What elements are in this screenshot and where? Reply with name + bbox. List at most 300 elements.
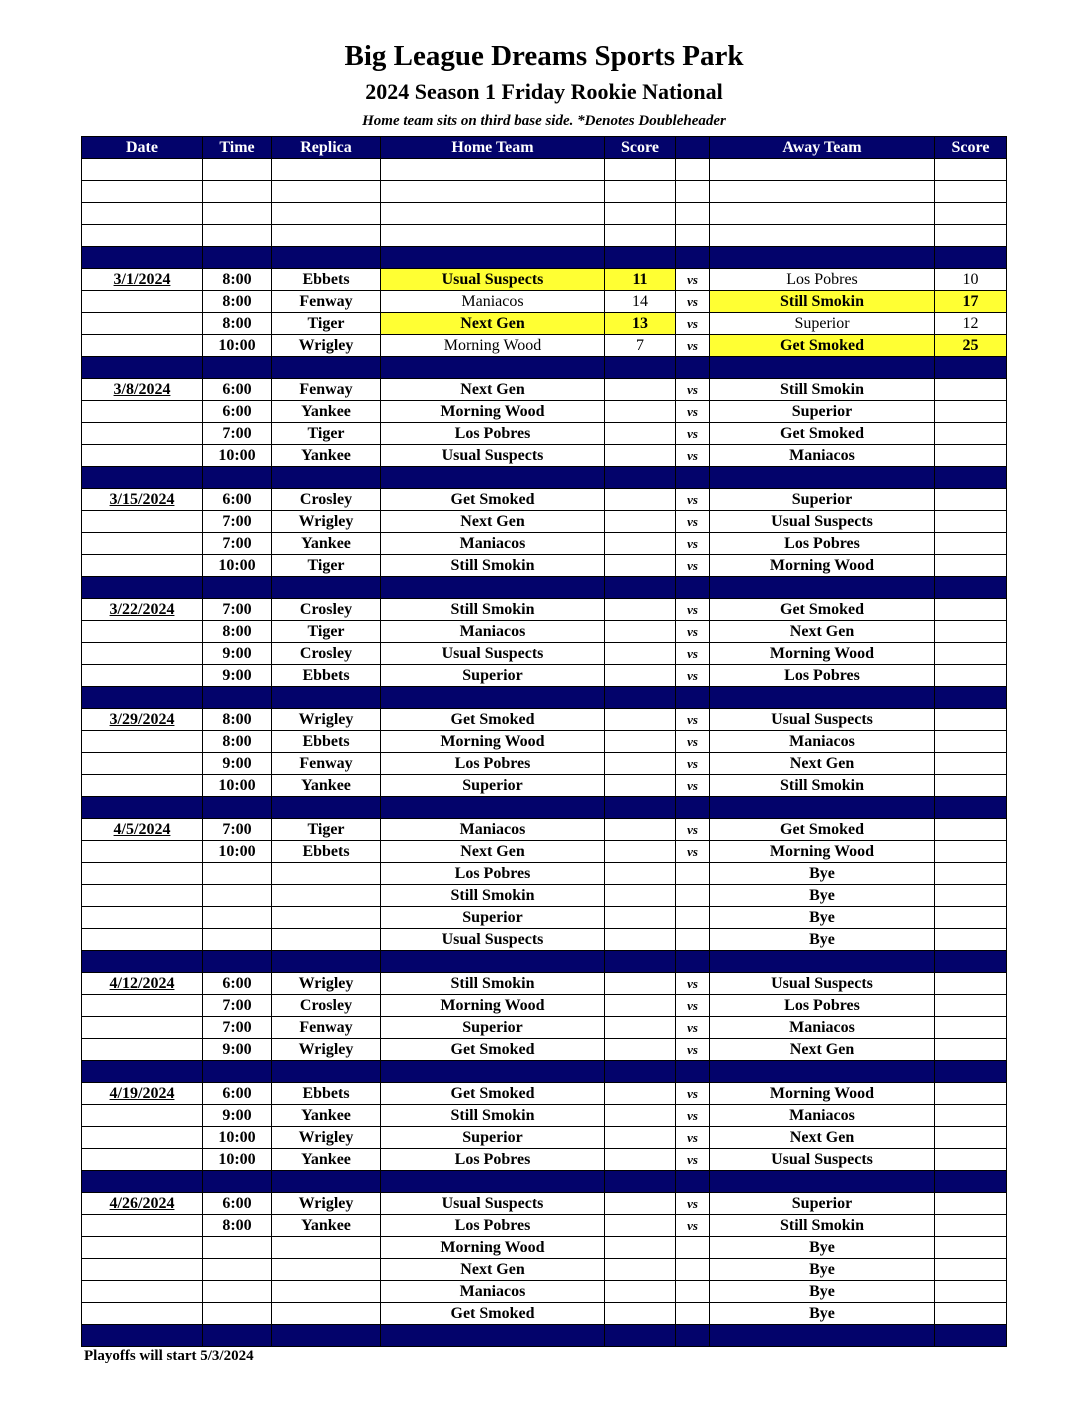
date-cell <box>82 357 203 379</box>
time-cell <box>203 1281 272 1303</box>
away-team-cell: Next Gen <box>710 621 935 643</box>
col-away-score-header: Score <box>935 137 1007 159</box>
replica-cell <box>272 687 381 709</box>
vs-cell <box>676 687 710 709</box>
home-score-cell <box>605 1215 676 1237</box>
table-row <box>82 885 1007 907</box>
away-score-cell <box>935 951 1007 973</box>
away-score-cell: 17 <box>935 291 1007 313</box>
home-team-cell: Morning Wood <box>381 731 605 753</box>
away-score-cell <box>935 203 1007 225</box>
away-score-cell <box>935 841 1007 863</box>
away-team-cell: Superior <box>710 1193 935 1215</box>
replica-cell: Wrigley <box>272 973 381 995</box>
home-score-cell <box>605 1281 676 1303</box>
away-team-cell: Bye <box>710 885 935 907</box>
time-cell <box>203 797 272 819</box>
away-score-cell <box>935 379 1007 401</box>
home-team-cell: Los Pobres <box>381 423 605 445</box>
date-cell <box>82 995 203 1017</box>
away-score-cell <box>935 1039 1007 1061</box>
away-team-cell: Superior <box>710 313 935 335</box>
home-score-cell <box>605 445 676 467</box>
time-cell <box>203 885 272 907</box>
replica-cell: Wrigley <box>272 1039 381 1061</box>
replica-cell <box>272 1237 381 1259</box>
away-score-cell <box>935 797 1007 819</box>
time-cell: 6:00 <box>203 1193 272 1215</box>
replica-cell: Yankee <box>272 445 381 467</box>
away-score-cell <box>935 863 1007 885</box>
home-score-cell <box>605 247 676 269</box>
col-home-score-header: Score <box>605 137 676 159</box>
time-cell: 8:00 <box>203 709 272 731</box>
home-team-cell: Los Pobres <box>381 863 605 885</box>
col-time-header: Time <box>203 137 272 159</box>
time-cell: 8:00 <box>203 313 272 335</box>
date-cell <box>82 1149 203 1171</box>
away-score-cell <box>935 665 1007 687</box>
replica-cell <box>272 885 381 907</box>
home-score-cell <box>605 907 676 929</box>
away-team-cell: Still Smokin <box>710 775 935 797</box>
replica-cell: Ebbets <box>272 1083 381 1105</box>
table-row <box>82 973 1007 995</box>
home-team-cell: Los Pobres <box>381 753 605 775</box>
away-score-cell <box>935 1105 1007 1127</box>
header-row <box>82 137 1007 159</box>
time-cell <box>203 1171 272 1193</box>
away-score-cell <box>935 907 1007 929</box>
date-cell: 3/29/2024 <box>82 709 203 731</box>
table-row <box>82 335 1007 357</box>
date-cell <box>82 555 203 577</box>
home-score-cell: 7 <box>605 335 676 357</box>
home-team-cell: Morning Wood <box>381 335 605 357</box>
blank-row <box>82 181 1007 203</box>
home-team-cell <box>381 1171 605 1193</box>
vs-cell <box>676 951 710 973</box>
table-row <box>82 1039 1007 1061</box>
vs-cell <box>676 225 710 247</box>
away-score-cell <box>935 1193 1007 1215</box>
time-cell: 10:00 <box>203 445 272 467</box>
vs-cell: vs <box>676 1039 710 1061</box>
time-cell <box>203 247 272 269</box>
time-cell: 10:00 <box>203 555 272 577</box>
away-team-cell: Still Smokin <box>710 1215 935 1237</box>
replica-cell: Wrigley <box>272 335 381 357</box>
vs-cell <box>676 1303 710 1325</box>
home-team-cell <box>381 577 605 599</box>
home-team-cell: Maniacos <box>381 621 605 643</box>
away-score-cell <box>935 599 1007 621</box>
away-team-cell <box>710 951 935 973</box>
away-score-cell <box>935 1281 1007 1303</box>
home-score-cell <box>605 1303 676 1325</box>
away-score-cell <box>935 929 1007 951</box>
home-team-cell: Usual Suspects <box>381 929 605 951</box>
time-cell: 10:00 <box>203 335 272 357</box>
vs-cell: vs <box>676 995 710 1017</box>
home-team-cell <box>381 225 605 247</box>
date-cell <box>82 731 203 753</box>
home-team-cell <box>381 1325 605 1347</box>
replica-cell <box>272 863 381 885</box>
home-team-cell: Still Smokin <box>381 599 605 621</box>
table-row <box>82 907 1007 929</box>
away-team-cell <box>710 1325 935 1347</box>
replica-cell <box>272 225 381 247</box>
replica-cell: Yankee <box>272 533 381 555</box>
replica-cell <box>272 203 381 225</box>
away-team-cell: Bye <box>710 929 935 951</box>
time-cell: 8:00 <box>203 291 272 313</box>
replica-cell: Wrigley <box>272 1193 381 1215</box>
time-cell <box>203 1325 272 1347</box>
home-score-cell <box>605 159 676 181</box>
vs-cell: vs <box>676 819 710 841</box>
away-score-cell <box>935 489 1007 511</box>
time-cell <box>203 357 272 379</box>
time-cell: 9:00 <box>203 753 272 775</box>
col-replica-header: Replica <box>272 137 381 159</box>
time-cell <box>203 907 272 929</box>
date-cell <box>82 511 203 533</box>
home-team-cell: Usual Suspects <box>381 445 605 467</box>
date-cell <box>82 643 203 665</box>
away-team-cell: Morning Wood <box>710 841 935 863</box>
away-score-cell <box>935 995 1007 1017</box>
date-cell <box>82 797 203 819</box>
away-team-cell: Usual Suspects <box>710 709 935 731</box>
away-team-cell: Bye <box>710 863 935 885</box>
away-score-cell <box>935 423 1007 445</box>
vs-cell <box>676 181 710 203</box>
home-team-cell: Superior <box>381 665 605 687</box>
replica-cell <box>272 1259 381 1281</box>
table-row <box>82 1105 1007 1127</box>
date-cell: 3/8/2024 <box>82 379 203 401</box>
table-row <box>82 1193 1007 1215</box>
date-cell <box>82 159 203 181</box>
date-cell <box>82 1127 203 1149</box>
page-title: Big League Dreams Sports Park <box>344 40 744 72</box>
home-score-cell <box>605 555 676 577</box>
away-score-cell <box>935 753 1007 775</box>
home-score-cell <box>605 775 676 797</box>
replica-cell <box>272 357 381 379</box>
schedule-header <box>82 137 1007 159</box>
time-cell: 6:00 <box>203 401 272 423</box>
vs-cell: vs <box>676 269 710 291</box>
date-cell <box>82 203 203 225</box>
away-score-cell <box>935 1215 1007 1237</box>
away-score-cell <box>935 181 1007 203</box>
vs-cell: vs <box>676 379 710 401</box>
vs-cell: vs <box>676 1193 710 1215</box>
home-score-cell <box>605 577 676 599</box>
away-team-cell: Bye <box>710 1281 935 1303</box>
vs-cell: vs <box>676 973 710 995</box>
date-cell <box>82 951 203 973</box>
date-cell <box>82 1325 203 1347</box>
replica-cell: Tiger <box>272 555 381 577</box>
home-score-cell <box>605 841 676 863</box>
away-team-cell: Bye <box>710 1237 935 1259</box>
time-cell <box>203 863 272 885</box>
home-team-cell: Get Smoked <box>381 1083 605 1105</box>
table-row <box>82 1127 1007 1149</box>
vs-cell: vs <box>676 291 710 313</box>
table-row <box>82 489 1007 511</box>
away-score-cell <box>935 687 1007 709</box>
away-score-cell <box>935 885 1007 907</box>
table-row <box>82 1281 1007 1303</box>
away-team-cell: Next Gen <box>710 1127 935 1149</box>
vs-cell: vs <box>676 643 710 665</box>
home-score-cell <box>605 797 676 819</box>
vs-cell <box>676 797 710 819</box>
table-row <box>82 269 1007 291</box>
away-score-cell <box>935 621 1007 643</box>
replica-cell: Crosley <box>272 489 381 511</box>
vs-cell <box>676 247 710 269</box>
home-team-cell: Superior <box>381 1017 605 1039</box>
replica-cell: Wrigley <box>272 709 381 731</box>
replica-cell: Ebbets <box>272 269 381 291</box>
home-score-cell <box>605 379 676 401</box>
away-score-cell <box>935 1127 1007 1149</box>
vs-cell <box>676 577 710 599</box>
vs-cell <box>676 1259 710 1281</box>
table-row <box>82 1259 1007 1281</box>
vs-cell <box>676 863 710 885</box>
time-cell: 8:00 <box>203 269 272 291</box>
time-cell <box>203 225 272 247</box>
away-score-cell <box>935 1171 1007 1193</box>
home-score-cell <box>605 863 676 885</box>
date-cell: 3/1/2024 <box>82 269 203 291</box>
blank-row <box>82 225 1007 247</box>
week-separator-row <box>82 797 1007 819</box>
col-date-header: Date <box>82 137 203 159</box>
home-score-cell: 13 <box>605 313 676 335</box>
away-score-cell <box>935 1083 1007 1105</box>
replica-cell <box>272 577 381 599</box>
away-score-cell: 12 <box>935 313 1007 335</box>
home-score-cell <box>605 467 676 489</box>
home-score-cell <box>605 225 676 247</box>
date-cell <box>82 687 203 709</box>
replica-cell <box>272 181 381 203</box>
home-team-cell: Next Gen <box>381 511 605 533</box>
date-cell <box>82 841 203 863</box>
away-score-cell <box>935 445 1007 467</box>
replica-cell: Wrigley <box>272 1127 381 1149</box>
home-team-cell: Get Smoked <box>381 1039 605 1061</box>
date-cell <box>82 181 203 203</box>
home-score-cell <box>605 665 676 687</box>
away-score-cell <box>935 511 1007 533</box>
table-row <box>82 533 1007 555</box>
home-score-cell <box>605 731 676 753</box>
away-team-cell: Bye <box>710 907 935 929</box>
home-score-cell <box>605 1061 676 1083</box>
away-team-cell: Get Smoked <box>710 423 935 445</box>
vs-cell: vs <box>676 1017 710 1039</box>
away-team-cell: Usual Suspects <box>710 511 935 533</box>
col-vs-header <box>676 137 710 159</box>
vs-cell <box>676 1171 710 1193</box>
home-team-cell: Morning Wood <box>381 401 605 423</box>
home-score-cell <box>605 511 676 533</box>
home-team-cell: Usual Suspects <box>381 269 605 291</box>
vs-cell: vs <box>676 445 710 467</box>
schedule-body <box>82 159 1007 1347</box>
table-row <box>82 1303 1007 1325</box>
week-separator-row <box>82 1325 1007 1347</box>
home-score-cell <box>605 1017 676 1039</box>
date-cell <box>82 423 203 445</box>
date-cell <box>82 291 203 313</box>
away-team-cell: Bye <box>710 1259 935 1281</box>
vs-cell <box>676 1325 710 1347</box>
vs-cell: vs <box>676 731 710 753</box>
time-cell: 10:00 <box>203 775 272 797</box>
away-team-cell <box>710 467 935 489</box>
away-score-cell <box>935 1061 1007 1083</box>
date-cell <box>82 863 203 885</box>
away-score-cell <box>935 1325 1007 1347</box>
replica-cell: Crosley <box>272 995 381 1017</box>
vs-cell: vs <box>676 1127 710 1149</box>
away-team-cell: Next Gen <box>710 1039 935 1061</box>
vs-cell <box>676 1281 710 1303</box>
home-score-cell <box>605 753 676 775</box>
home-score-cell <box>605 1193 676 1215</box>
vs-cell: vs <box>676 423 710 445</box>
vs-cell <box>676 159 710 181</box>
vs-cell: vs <box>676 775 710 797</box>
date-cell <box>82 929 203 951</box>
home-score-cell: 11 <box>605 269 676 291</box>
replica-cell <box>272 907 381 929</box>
date-cell: 4/26/2024 <box>82 1193 203 1215</box>
vs-cell: vs <box>676 621 710 643</box>
away-score-cell <box>935 731 1007 753</box>
home-team-cell: Get Smoked <box>381 489 605 511</box>
table-row <box>82 863 1007 885</box>
replica-cell <box>272 1061 381 1083</box>
time-cell: 6:00 <box>203 489 272 511</box>
away-score-cell <box>935 973 1007 995</box>
away-team-cell: Still Smokin <box>710 379 935 401</box>
away-team-cell: Maniacos <box>710 731 935 753</box>
time-cell <box>203 1259 272 1281</box>
vs-cell: vs <box>676 665 710 687</box>
replica-cell: Yankee <box>272 1215 381 1237</box>
home-score-cell <box>605 885 676 907</box>
date-cell <box>82 1281 203 1303</box>
col-away-team-header: Away Team <box>710 137 935 159</box>
away-score-cell <box>935 159 1007 181</box>
replica-cell: Wrigley <box>272 511 381 533</box>
away-team-cell: Los Pobres <box>710 269 935 291</box>
vs-cell: vs <box>676 1105 710 1127</box>
time-cell: 6:00 <box>203 379 272 401</box>
vs-cell: vs <box>676 489 710 511</box>
away-score-cell: 25 <box>935 335 1007 357</box>
home-team-cell <box>381 247 605 269</box>
vs-cell: vs <box>676 335 710 357</box>
week-separator-row <box>82 1171 1007 1193</box>
away-team-cell <box>710 1171 935 1193</box>
date-cell: 4/19/2024 <box>82 1083 203 1105</box>
home-score-cell <box>605 489 676 511</box>
home-score-cell <box>605 357 676 379</box>
away-score-cell <box>935 775 1007 797</box>
away-team-cell <box>710 357 935 379</box>
home-score-cell <box>605 643 676 665</box>
date-cell <box>82 1017 203 1039</box>
time-cell: 8:00 <box>203 1215 272 1237</box>
home-score-cell <box>605 819 676 841</box>
home-team-cell: Maniacos <box>381 1281 605 1303</box>
time-cell: 9:00 <box>203 665 272 687</box>
away-team-cell <box>710 1061 935 1083</box>
table-row <box>82 731 1007 753</box>
vs-cell: vs <box>676 401 710 423</box>
table-row <box>82 401 1007 423</box>
week-separator-row <box>82 951 1007 973</box>
table-row <box>82 775 1007 797</box>
time-cell <box>203 577 272 599</box>
replica-cell: Ebbets <box>272 841 381 863</box>
date-cell: 4/12/2024 <box>82 973 203 995</box>
replica-cell <box>272 1303 381 1325</box>
away-score-cell <box>935 555 1007 577</box>
away-team-cell <box>710 225 935 247</box>
replica-cell <box>272 247 381 269</box>
home-team-cell: Usual Suspects <box>381 1193 605 1215</box>
home-score-cell <box>605 423 676 445</box>
week-separator-row <box>82 577 1007 599</box>
home-score-cell <box>605 1171 676 1193</box>
home-team-cell <box>381 797 605 819</box>
blank-row <box>82 203 1007 225</box>
date-cell: 4/5/2024 <box>82 819 203 841</box>
home-team-cell: Still Smokin <box>381 555 605 577</box>
week-separator-row <box>82 247 1007 269</box>
away-team-cell: Superior <box>710 401 935 423</box>
time-cell <box>203 1303 272 1325</box>
away-team-cell: Maniacos <box>710 1105 935 1127</box>
away-score-cell <box>935 1017 1007 1039</box>
date-cell <box>82 401 203 423</box>
away-team-cell: Morning Wood <box>710 1083 935 1105</box>
away-team-cell <box>710 181 935 203</box>
away-score-cell <box>935 577 1007 599</box>
time-cell: 8:00 <box>203 621 272 643</box>
away-team-cell: Next Gen <box>710 753 935 775</box>
time-cell: 10:00 <box>203 1149 272 1171</box>
vs-cell: vs <box>676 1149 710 1171</box>
date-cell <box>82 1303 203 1325</box>
replica-cell <box>272 951 381 973</box>
table-row <box>82 599 1007 621</box>
vs-cell: vs <box>676 1083 710 1105</box>
